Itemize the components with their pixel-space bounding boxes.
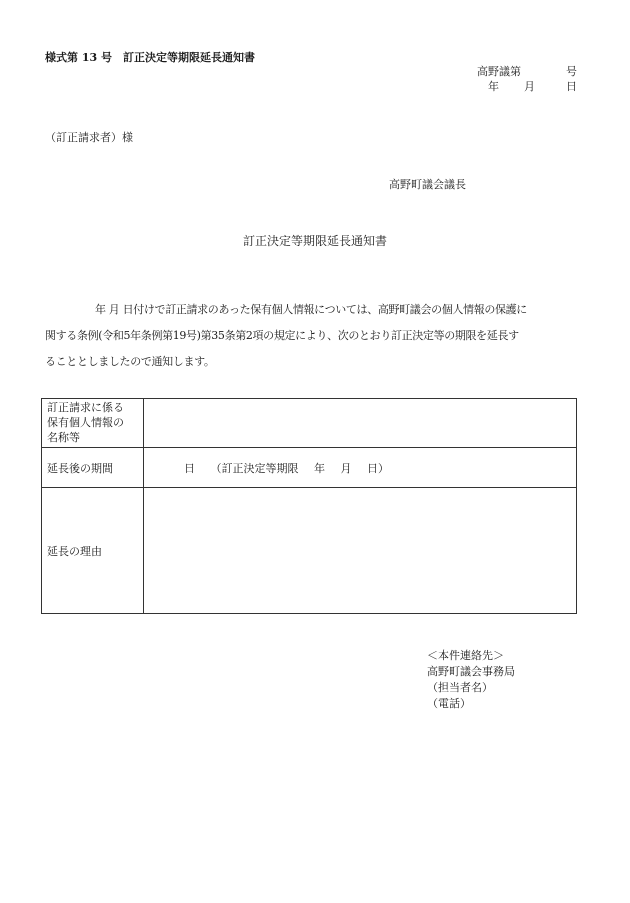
period-day-close: 日） — [367, 461, 389, 475]
document-title: 訂正決定等期限延長通知書 — [242, 234, 387, 248]
row1-value[interactable] — [144, 399, 577, 448]
row2-value[interactable] — [144, 448, 577, 488]
table-row-extended-period — [42, 448, 577, 488]
reference-prefix: 高野議第 — [477, 65, 521, 78]
contact-phone: （電話） — [427, 697, 471, 710]
contact-block — [427, 648, 515, 712]
body-line-3: ることとしましたので通知します。 — [45, 355, 215, 368]
row1-label-line: 名称等 — [47, 431, 80, 444]
period-year: 年 — [314, 461, 325, 475]
body-line-1: 年 月 日付けで訂正請求のあった保有個人情報については、高野町議会の個人情報の保護に — [95, 303, 527, 316]
period-month: 月 — [340, 461, 352, 475]
period-deadline-label: （訂正決定等期限 — [210, 461, 299, 475]
table-row-reason — [42, 488, 577, 614]
contact-office: 高野町議会事務局 — [427, 665, 515, 678]
reference-number — [477, 65, 577, 79]
row1-label — [42, 399, 144, 448]
period-day: 日 — [184, 461, 195, 475]
table-row-document-name — [42, 399, 577, 448]
contact-heading: ＜本件連絡先＞ — [427, 649, 504, 662]
body-line-2: 関する条例(令和5年条例第19号)第35条第2項の規定により、次のとおり訂正決定等の期限を延長す — [45, 329, 519, 342]
addressee: （訂正請求者）様 — [45, 131, 133, 144]
date-year: 年 — [488, 80, 499, 93]
info-table — [41, 398, 577, 614]
contact-person: （担当者名） — [427, 681, 493, 694]
body-text — [45, 297, 581, 375]
row3-label: 延長の理由 — [42, 488, 144, 614]
sender: 高野町議会議長 — [389, 178, 466, 191]
date-month: 月 — [524, 80, 535, 93]
row2-label: 延長後の期間 — [42, 448, 144, 488]
reference-suffix: 号 — [566, 65, 577, 78]
row1-label-line: 訂正請求に係る — [47, 401, 124, 414]
form-number: 様式第 13 号 訂正決定等期限延長通知書 — [45, 51, 255, 64]
date-day: 日 — [566, 80, 577, 93]
row3-value[interactable] — [144, 488, 577, 614]
row1-label-line: 保有個人情報の — [47, 416, 124, 429]
